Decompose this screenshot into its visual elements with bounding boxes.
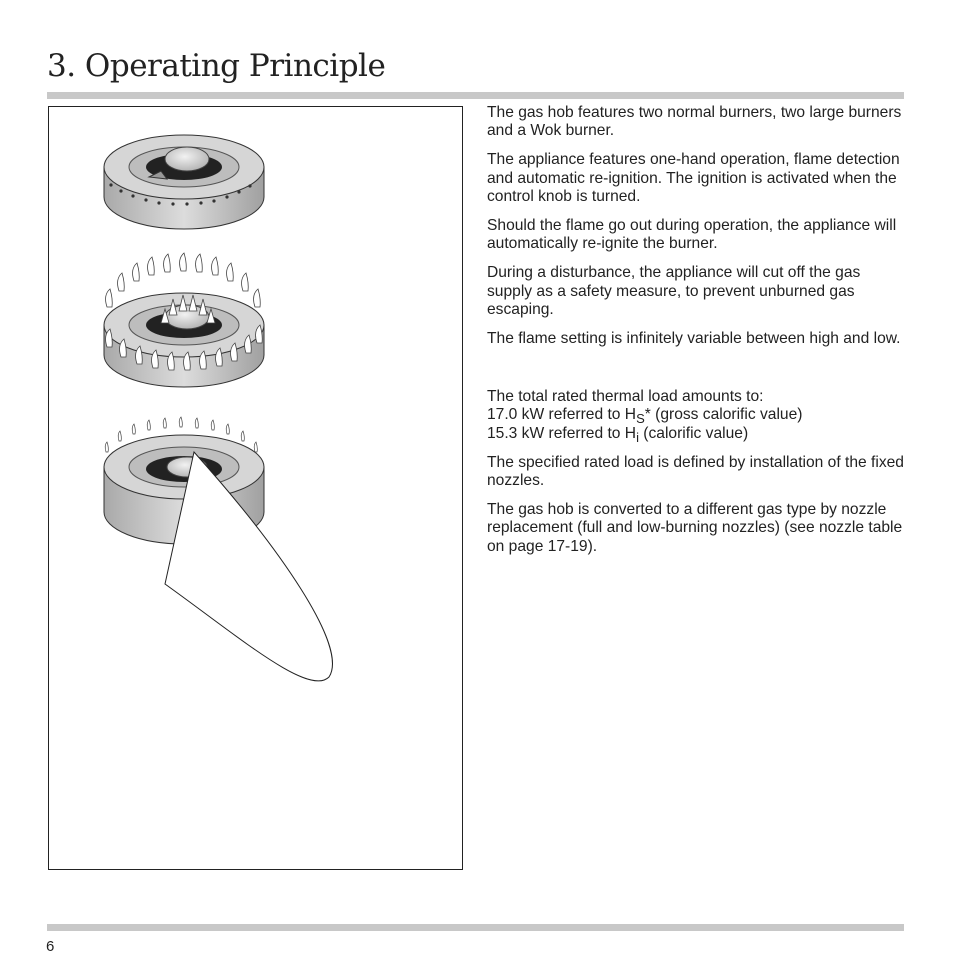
- thermal-load: [487, 388, 907, 443]
- burner-illustration-panel: [48, 106, 463, 870]
- paragraph: During a disturbance, the appliance will cut off the gas supply as a safety measure, to prevent unburned gas escaping.: [487, 264, 861, 318]
- thermal-line1-sub: S: [636, 411, 645, 427]
- thermal-line1-pre: 17.0 kW referred to H: [487, 406, 637, 424]
- paragraph: The gas hob is converted to a different gas type by nozzle replacement (full and low-burning nozzles) (see nozzle table on page 17-19).: [487, 501, 903, 555]
- bottom-divider: [47, 924, 904, 931]
- page-number: 6: [46, 938, 55, 955]
- thermal-line1-post: * (gross calorific value): [644, 406, 803, 424]
- paragraph: The specified rated load is defined by installation of the fixed nozzles.: [487, 453, 904, 490]
- thermal-line2-sub: i: [636, 429, 639, 445]
- paragraph: The appliance features one-hand operation, flame detection and automatic re-ignition. The ignition is activated when the control knob is turned.: [487, 151, 900, 205]
- paragraph: Should the flame go out during operation, the appliance will automatically re-ignite the burner.: [487, 217, 897, 253]
- thermal-intro: The total rated thermal load amounts to:: [487, 388, 764, 406]
- thermal-line2-pre: 15.3 kW referred to H: [487, 424, 637, 442]
- page-title: 3. Operating Principle: [47, 48, 386, 84]
- body-text: [487, 104, 907, 567]
- paragraph: The gas hob features two normal burners, two large burners and a Wok burner.: [487, 104, 902, 140]
- thermal-line2-post: (calorific value): [638, 424, 749, 442]
- burner-illustration: [49, 107, 464, 871]
- burner-full-flame: [104, 253, 264, 387]
- burner-off: [104, 135, 264, 229]
- top-divider: [47, 92, 904, 99]
- paragraph: The flame setting is infinitely variable between high and low.: [487, 330, 901, 348]
